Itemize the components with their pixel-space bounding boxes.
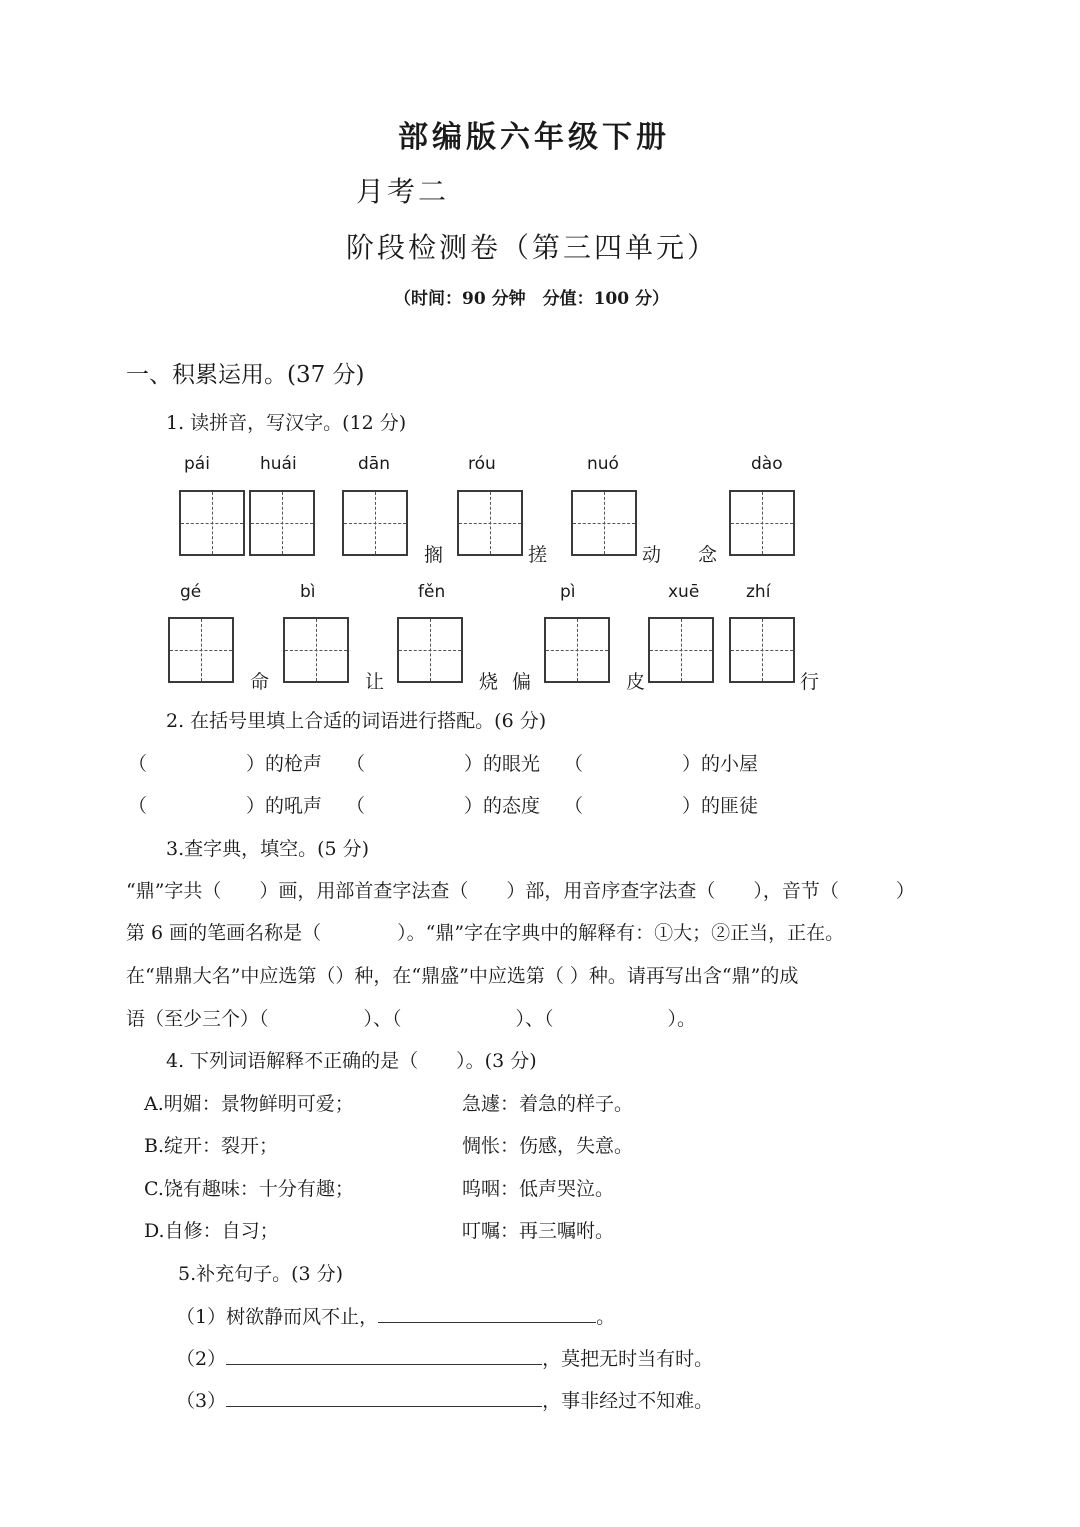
question-5-stem: 5.补充句子。(3 分)	[178, 1263, 344, 1285]
question-3-stem: 3.查字典，填空。(5 分)	[166, 838, 370, 860]
question-2-stem: 2. 在括号里填上合适的词语进行搭配。(6 分)	[166, 710, 547, 732]
collocation-item: ）的匪徒	[682, 795, 759, 817]
word-suffix: 搓	[528, 544, 548, 566]
writing-box[interactable]	[544, 617, 610, 683]
answer-blank[interactable]	[378, 1302, 596, 1323]
writing-box[interactable]	[729, 490, 795, 556]
pinyin-label: dào	[751, 454, 783, 474]
writing-box[interactable]	[729, 617, 795, 683]
pinyin-label: pái	[184, 454, 210, 474]
page-title: 部编版六年级下册	[398, 120, 670, 155]
writing-box[interactable]	[397, 617, 463, 683]
writing-box[interactable]	[168, 617, 234, 683]
option-right: 急遽：着急的样子。	[462, 1093, 634, 1115]
item-number: （2）	[176, 1348, 227, 1370]
pinyin-label: dān	[358, 454, 390, 474]
pinyin-label: pì	[560, 582, 576, 602]
item-number: （3）	[176, 1390, 227, 1412]
fill-sentence-1	[176, 1302, 615, 1329]
paren-open: （	[128, 753, 148, 775]
collocation-item: ）的小屋	[682, 753, 759, 775]
option-left: C.饶有趣味：十分有趣；	[144, 1178, 354, 1200]
page-subtitle: 阶段检测卷（第三四单元）	[346, 231, 719, 264]
word-suffix: 命	[250, 671, 270, 693]
collocation-item: ）的吼声	[246, 795, 323, 817]
word-suffix: 念	[698, 544, 718, 566]
q3-line: “鼎”字共（ ）画，用部首查字法查（ ）部，用音序查字法查（ ），音节（ ）	[126, 880, 915, 902]
sentence-before: 树欲静而风不止，	[226, 1306, 379, 1328]
question-1-stem: 1. 读拼音，写汉字。(12 分)	[166, 412, 407, 434]
pinyin-label: nuó	[587, 454, 619, 474]
writing-box[interactable]	[249, 490, 315, 556]
answer-blank[interactable]	[226, 1386, 542, 1407]
collocation-item: ）的枪声	[246, 753, 323, 775]
sentence-after: 。	[596, 1306, 616, 1328]
fill-sentence-3	[176, 1386, 713, 1413]
word-suffix: 烧	[479, 671, 499, 693]
option-right: 叮嘱：再三嘱咐。	[462, 1220, 615, 1242]
fill-sentence-2	[176, 1344, 713, 1371]
pinyin-label: huái	[260, 454, 297, 474]
option-right: 呜咽：低声哭泣。	[462, 1178, 615, 1200]
writing-box[interactable]	[179, 490, 245, 556]
paren-open: （	[346, 795, 366, 817]
paren-open: （	[564, 795, 584, 817]
pinyin-label: xuē	[668, 582, 700, 602]
exam-name: 月考二	[356, 175, 450, 208]
word-suffix: 皮	[626, 671, 646, 693]
answer-blank[interactable]	[226, 1344, 542, 1365]
pinyin-label: zhí	[746, 582, 771, 602]
question-4-stem: 4. 下列词语解释不正确的是（ ）。(3 分)	[166, 1050, 537, 1072]
pinyin-label: róu	[468, 454, 496, 474]
word-suffix: 搁	[424, 544, 444, 566]
pinyin-label: bì	[300, 582, 316, 602]
section-heading: 一、积累运用。(37 分)	[126, 362, 365, 388]
exam-info: （时间：90 分钟 分值：100 分）	[394, 289, 669, 309]
pinyin-label: gé	[180, 582, 202, 602]
writing-box[interactable]	[571, 490, 637, 556]
option-left: D.自修：自习；	[144, 1220, 279, 1242]
paren-open: （	[346, 753, 366, 775]
paren-open: （	[564, 753, 584, 775]
pinyin-label: fěn	[418, 582, 446, 602]
collocation-item: ）的眼光	[464, 753, 541, 775]
writing-box[interactable]	[283, 617, 349, 683]
writing-box[interactable]	[648, 617, 714, 683]
word-suffix: 行	[800, 671, 820, 693]
collocation-item: ）的态度	[464, 795, 541, 817]
option-left: A.明媚：景物鲜明可爱；	[144, 1093, 354, 1115]
q3-line: 在“鼎鼎大名”中应选第（）种，在“鼎盛”中应选第（ ）种。请再写出含“鼎”的成	[126, 965, 799, 987]
item-number: （1）	[176, 1306, 227, 1328]
option-right: 惆怅：伤感，失意。	[462, 1135, 634, 1157]
q3-line: 语（至少三个）（ ）、（ ）、（ ）。	[126, 1008, 697, 1030]
word-suffix: 动	[642, 544, 662, 566]
paren-open: （	[128, 795, 148, 817]
word-suffix: 让	[365, 671, 385, 693]
sentence-after: ，事非经过不知难。	[542, 1390, 714, 1412]
writing-box[interactable]	[457, 490, 523, 556]
writing-box[interactable]	[342, 490, 408, 556]
option-left: B.绽开：裂开；	[144, 1135, 279, 1157]
word-suffix: 偏	[512, 671, 532, 693]
q3-line: 第 6 画的笔画名称是（ ）。“鼎”字在字典中的解释有：①大；②正当，正在。	[126, 922, 845, 944]
sentence-after: ，莫把无时当有时。	[542, 1348, 714, 1370]
